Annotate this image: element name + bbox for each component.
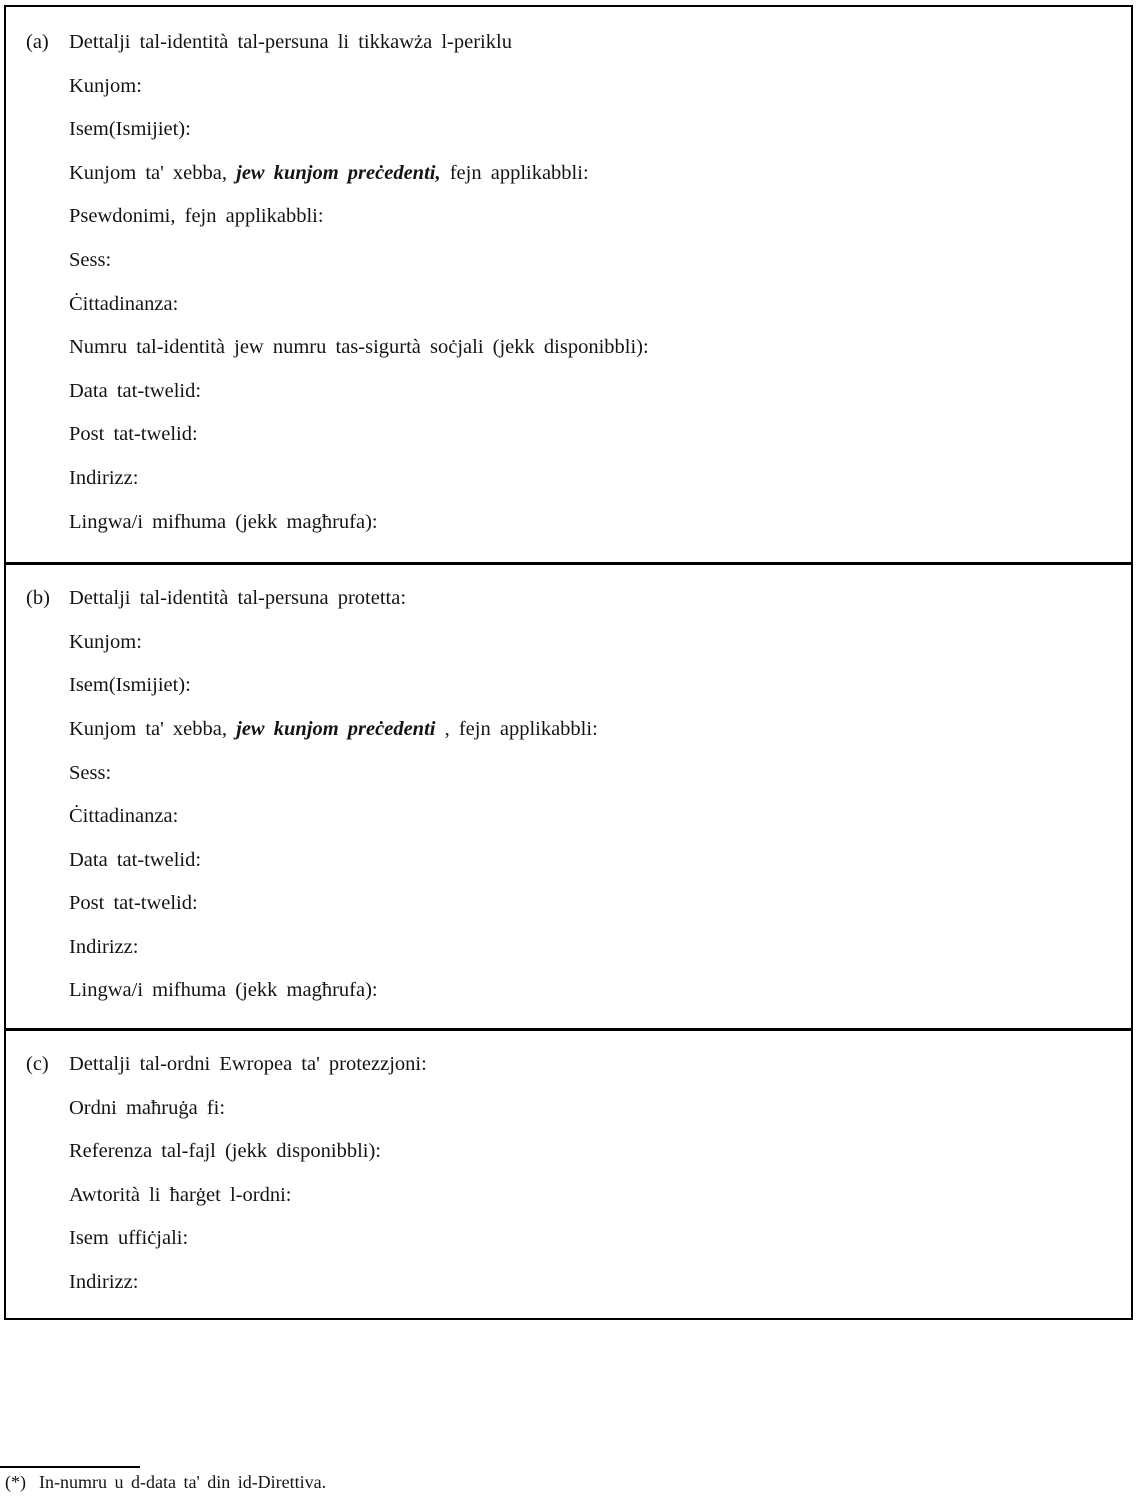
section-a-heading: Dettalji tal-identità tal-persuna li tikkawża l-periklu [69, 31, 512, 53]
field-label-referenza-fajl: Referenza tal-fajl (jekk disponibbli): [69, 1140, 381, 1163]
field-label-data-twelid: Data tat-twelid: [69, 848, 202, 871]
section-c [6, 1028, 1131, 1318]
field-label-kunjom: Kunjom: [69, 74, 142, 97]
field-label-cittadinanza: Ċittadinanza: [69, 292, 179, 315]
field-label-part: Kunjom ta' xebba, [69, 161, 237, 184]
field-label-emphasis: jew kunjom preċedenti [236, 717, 436, 740]
field-label-awtorita: Awtorità li ħarġet l-ordni: [69, 1183, 292, 1206]
section-a-heading-row [6, 21, 1121, 65]
field-label-part: , fejn applikabbli: [435, 717, 598, 740]
section-b [6, 562, 1131, 1028]
field-label-numru-identita: Numru tal-identità jew numru tas-sigurtà soċjali (jekk disponibbli): [69, 336, 649, 359]
footnote [0, 1466, 1138, 1493]
field-label-isem: Isem(Ismijiet): [69, 674, 191, 697]
field-label-ordni-mahruga: Ordni maħruġa fi: [69, 1096, 226, 1119]
section-b-label: (b) [26, 587, 50, 610]
section-c-label: (c) [26, 1053, 49, 1076]
field-label-isem-ufficjali: Isem uffiċjali: [69, 1227, 189, 1250]
field-label-indirizz: Indirizz: [69, 935, 139, 958]
field-label-part: Kunjom ta' xebba, [69, 717, 237, 740]
field-label-data-twelid: Data tat-twelid: [69, 379, 202, 402]
field-label-kunjom: Kunjom: [69, 630, 142, 653]
field-label-cittadinanza: Ċittadinanza: [69, 805, 179, 828]
field-label-lingwa: Lingwa/i mifhuma (jekk magħrufa): [69, 979, 378, 1002]
field-label-psewdonimi: Psewdonimi, fejn applikabbli: [69, 205, 324, 228]
field-label-indirizz: Indirizz: [69, 466, 139, 489]
footnote-marker: (*) [5, 1472, 26, 1492]
form-box [4, 5, 1133, 1320]
section-b-heading: Dettalji tal-identità tal-persuna protetta: [69, 587, 407, 610]
field-label-kunjom-xebba [6, 152, 1121, 196]
section-a [6, 7, 1131, 562]
field-label-part: fejn applikabbli: [440, 161, 589, 184]
field-label-isem: Isem(Ismijiet): [69, 118, 191, 141]
footnote-text: In-numru u d-data ta' din id-Direttiva. [39, 1472, 327, 1492]
section-b-heading-row [6, 577, 1121, 621]
field-label-emphasis: jew kunjom preċedenti, [236, 161, 441, 184]
field-label-kunjom-xebba [6, 708, 1121, 752]
field-label-sess: Sess: [69, 761, 112, 784]
footnote-rule [0, 1466, 140, 1468]
field-label-sess: Sess: [69, 248, 112, 271]
field-label-indirizz: Indirizz: [69, 1271, 139, 1294]
field-label-post-twelid: Post tat-twelid: [69, 892, 198, 915]
footnote-line [0, 1472, 1138, 1493]
field-label-lingwa: Lingwa/i mifhuma (jekk magħrufa): [69, 510, 378, 533]
field-label-post-twelid: Post tat-twelid: [69, 423, 198, 446]
section-c-heading-row [6, 1043, 1121, 1087]
section-a-label: (a) [26, 31, 49, 53]
section-c-heading: Dettalji tal-ordni Ewropea ta' protezzjoni: [69, 1053, 427, 1076]
